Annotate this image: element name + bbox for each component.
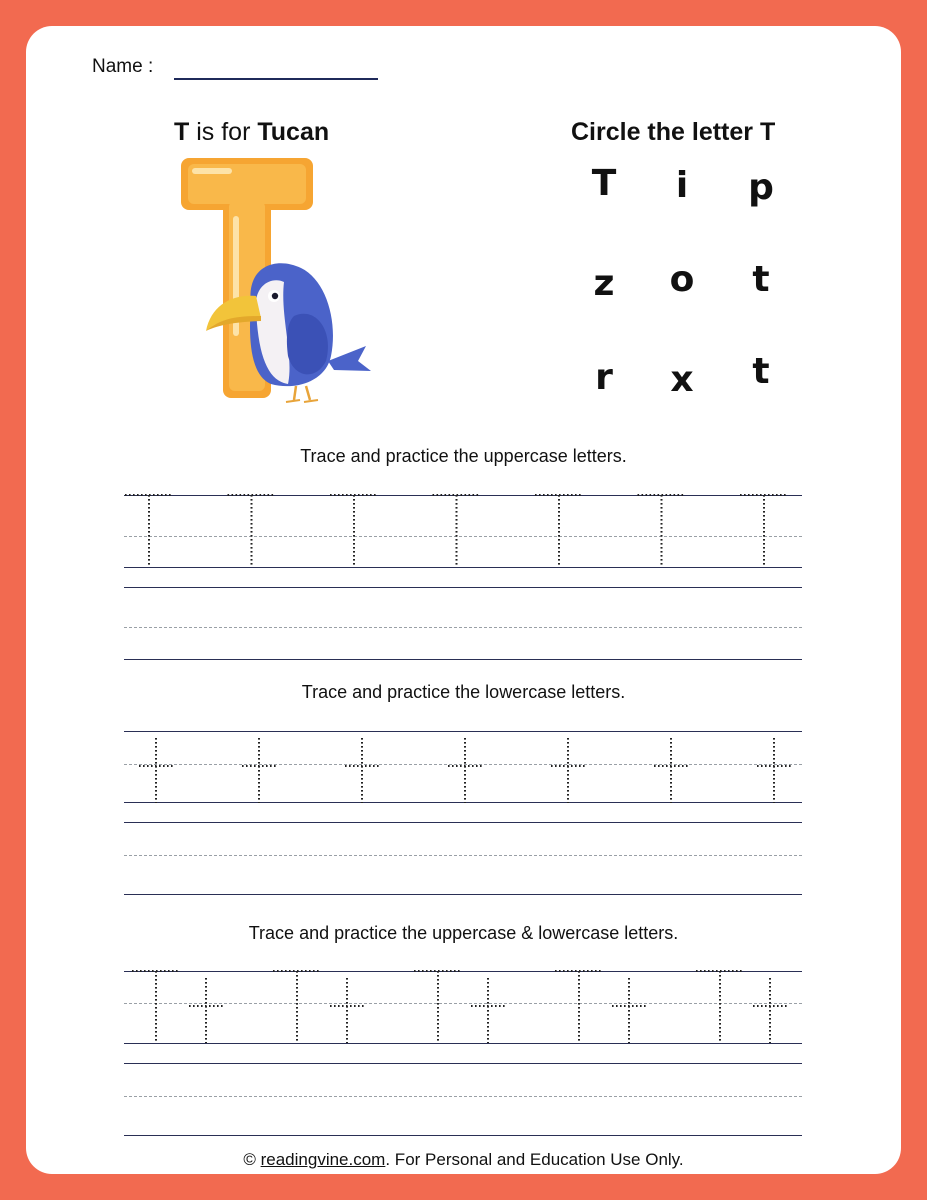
trace-uppercase-t <box>228 495 276 567</box>
circle-letter-option[interactable]: T <box>591 163 617 204</box>
writing-line-top <box>124 587 802 588</box>
footer-prefix: © <box>243 1150 261 1169</box>
writing-line-base <box>124 659 802 660</box>
trace-letters-lowercase <box>124 728 802 808</box>
trace-uppercase-t <box>273 971 321 1043</box>
trace-lowercase-t <box>654 738 688 803</box>
trace-lowercase-t <box>757 738 791 803</box>
trace-letters-mixed <box>124 968 802 1048</box>
circle-letter-option[interactable]: t <box>752 259 770 300</box>
trace-uppercase-t <box>132 971 180 1043</box>
footer-notice <box>26 1150 901 1170</box>
trace-uppercase-t <box>638 495 686 567</box>
trace-lowercase-t <box>753 978 787 1043</box>
trace-uppercase-t <box>696 971 744 1043</box>
worksheet-page <box>26 26 901 1174</box>
heading-word: Tucan <box>257 118 330 146</box>
trace-lowercase-t <box>551 738 585 803</box>
name-label: Name : <box>92 56 154 77</box>
trace-lowercase-t <box>612 978 646 1043</box>
trace-uppercase-t <box>555 971 603 1043</box>
writing-line-mid <box>124 1096 802 1097</box>
section-title-uppercase: Trace and practice the uppercase letters. <box>300 446 627 466</box>
heading-letter: T <box>174 118 190 146</box>
trace-uppercase-t <box>740 495 788 567</box>
letter-heading <box>174 118 329 147</box>
circle-letter-option[interactable]: x <box>670 359 694 400</box>
section-title-lowercase: Trace and practice the lowercase letters. <box>301 682 626 702</box>
trace-uppercase-t <box>330 495 378 567</box>
trace-lowercase-t <box>448 738 482 803</box>
trace-lowercase-t <box>139 738 173 803</box>
writing-line-mid <box>124 627 802 628</box>
circle-letter-option[interactable]: i <box>675 165 689 206</box>
writing-line-base <box>124 894 802 895</box>
circle-letter-option[interactable]: p <box>748 167 774 208</box>
section-title-mixed: Trace and practice the uppercase & lowercase letters. <box>248 923 679 943</box>
circle-letter-option[interactable]: o <box>669 259 695 300</box>
trace-uppercase-t <box>414 971 462 1043</box>
trace-uppercase-t <box>433 495 481 567</box>
trace-letters-uppercase <box>124 492 802 572</box>
trace-lowercase-t <box>471 978 505 1043</box>
writing-line-top <box>124 1063 802 1064</box>
trace-lowercase-t <box>345 738 379 803</box>
toucan-illustration <box>176 156 376 411</box>
name-input-line[interactable] <box>174 78 378 80</box>
trace-lowercase-t <box>242 738 276 803</box>
circle-letter-option[interactable]: z <box>593 263 615 304</box>
trace-uppercase-t <box>125 495 173 567</box>
trace-lowercase-t <box>189 978 223 1043</box>
footer-suffix: . For Personal and Education Use Only. <box>385 1150 684 1169</box>
trace-uppercase-t <box>535 495 583 567</box>
writing-line-mid <box>124 855 802 856</box>
trace-lowercase-t <box>330 978 364 1043</box>
circle-letter-option[interactable]: r <box>595 357 613 398</box>
footer-link[interactable]: readingvine.com <box>260 1150 386 1169</box>
circle-heading: Circle the letter T <box>571 118 776 146</box>
circle-letter-option[interactable]: t <box>752 351 770 392</box>
heading-connector: is for <box>189 118 258 146</box>
writing-line-top <box>124 822 802 823</box>
writing-line-base <box>124 1135 802 1136</box>
